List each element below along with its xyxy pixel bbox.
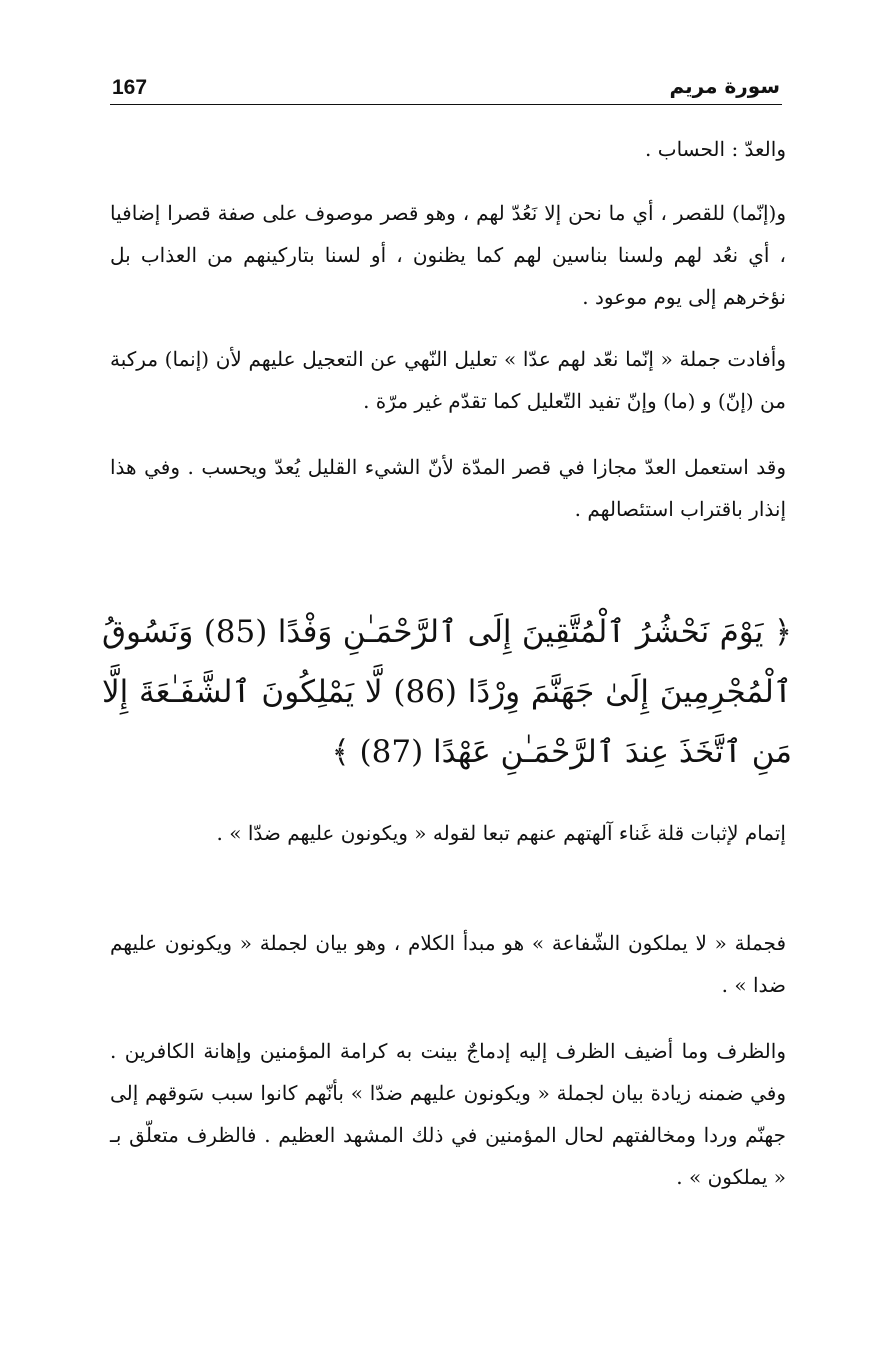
paragraph-definition: والعدّ : الحساب . — [645, 137, 786, 161]
surah-title: سورة مريم — [669, 74, 780, 98]
page-number: 167 — [112, 76, 148, 99]
page-header — [112, 70, 780, 104]
paragraph-fajumla: فجملة « لا يملكون الشّفاعة » هو مبدأ الكلام ، وهو بيان لجملة « ويكونون عليهم ضدا » . — [110, 931, 786, 997]
header-divider — [110, 104, 782, 105]
paragraph-jumla-talil: وأفادت جملة « إنّما نعّد لهم عدّا » تعليل النّهي عن التعجيل عليهم لأن (إنما) مركبة من (إنّ) و (ما) وإنّ تفيد التّعليل كما تقدّم غير مرّة . — [110, 347, 786, 413]
paragraph-innama-qasr: و(إنّما) للقصر ، أي ما نحن إلا نَعُدّ لهم ، وهو قصر موصوف على صفة قصرا إضافيا ، أي نعُد لهم ولسنا بناسين لهم كما يظنون ، أو لسنا بتاركينهم من العذاب بل نؤخرهم إلى يوم موعود . — [110, 201, 786, 309]
paragraph-majaz: وقد استعمل العدّ مجازا في قصر المدّة لأنّ الشيء القليل يُعدّ ويحسب . وفي هذا إنذار باقتراب استئصالهم . — [110, 455, 786, 521]
quran-verse-85-87: ﴿ يَوْمَ نَحْشُرُ ٱلْمُتَّقِينَ إِلَى ٱلرَّحْمَـٰنِ وَفْدًا (85) وَنَسُوقُ ٱلْمُجْرِمِينَ إِلَىٰ جَهَنَّمَ وِرْدًا (86) لَّا يَمْلِكُونَ ٱلشَّفَـٰعَةَ إِلَّا مَنِ ٱتَّخَذَ عِندَ ٱلرَّحْمَـٰنِ عَهْدًا (87) ﴾ — [102, 614, 792, 770]
paragraph-itmam: إتمام لإثبات قلة غَناء آلهتهم عنهم تبعا لقوله « ويكونون عليهم ضدّا » . — [216, 821, 786, 845]
paragraph-zarf: والظرف وما أضيف الظرف إليه إدماجٌ بينت به كرامة المؤمنين وإهانة الكافرين . وفي ضمنه زيادة بيان لجملة « ويكونون عليهم ضدّا » بأنّهم كانوا سبب سَوقهم إلى جهنّم وردا ومخالفتهم لحال المؤمنين في ذلك المشهد العظيم . فالظرف متعلّق بـ « يملكون » . — [110, 1039, 786, 1189]
